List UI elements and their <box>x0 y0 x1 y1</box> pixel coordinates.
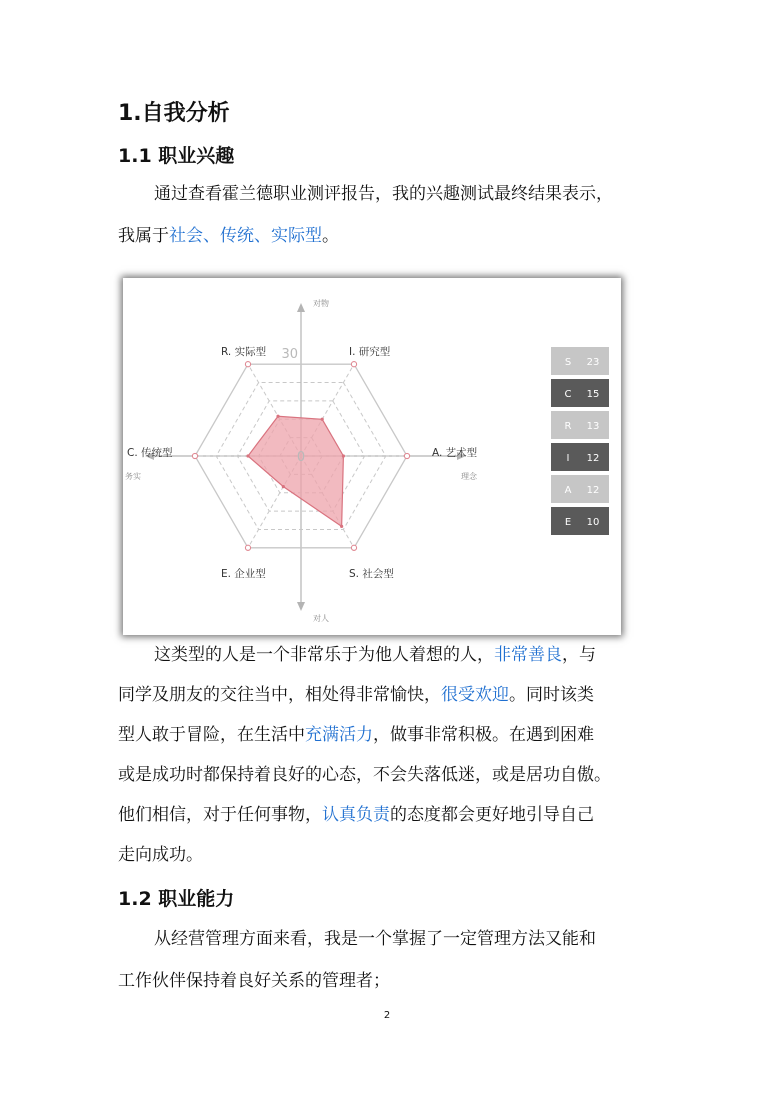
desc-line-6: 走向成功。 <box>118 845 203 865</box>
vertex-marker-a <box>404 453 409 458</box>
arrow-up-icon <box>297 303 305 312</box>
category-label-e: E. 企业型 <box>221 568 266 580</box>
holland-radar-figure <box>123 278 621 635</box>
data-point-e <box>282 485 285 488</box>
text-segment: 。同时该类 <box>509 685 594 705</box>
arrow-down-icon <box>297 602 305 611</box>
category-label-a: A. 艺术型 <box>432 447 478 459</box>
text-segment: ，做事非常积极。在遇到困难 <box>373 725 594 745</box>
category-label-r: R. 实际型 <box>221 346 267 358</box>
data-point-a <box>342 454 345 457</box>
ranking-letter: C <box>564 389 572 400</box>
scale-label-max: 30 <box>281 347 298 362</box>
page-number: 2 <box>383 1010 391 1021</box>
ranking-letter: R <box>564 421 572 432</box>
category-label-c: C. 传统型 <box>127 447 173 459</box>
ranking-letter: I <box>566 453 570 464</box>
axis-label-right: 理念 <box>461 472 477 481</box>
ranking-row-c <box>551 379 609 407</box>
heading-career-interest: 1.1 职业兴趣 <box>118 145 235 167</box>
vertex-marker-r <box>245 362 250 367</box>
text-segment: 的态度都会更好地引导自己 <box>390 805 594 825</box>
ranking-row-e <box>551 507 609 535</box>
ability-line-1: 从经营管理方面来看，我是一个掌握了一定管理方法又能和 <box>154 929 596 949</box>
ranking-score: 12 <box>586 453 600 464</box>
ranking-score: 15 <box>586 389 600 400</box>
ranking-score: 23 <box>586 357 600 368</box>
text-segment: 我属于 <box>118 226 169 246</box>
vertex-marker-e <box>245 545 250 550</box>
text-segment: 他们相信，对于任何事物， <box>118 805 322 825</box>
text-segment: 同学及朋友的交往当中，相处得非常愉快， <box>118 685 441 705</box>
highlight-kind: 非常善良 <box>494 645 562 665</box>
desc-line-2 <box>118 681 594 709</box>
vertex-marker-i <box>351 362 356 367</box>
heading-self-analysis: 1.自我分析 <box>118 101 230 126</box>
radar-chart <box>123 278 621 635</box>
ranking-letter: S <box>564 357 572 368</box>
desc-line-4: 或是成功时都保持着良好的心态，不会失落低迷，或是居功自傲。 <box>118 765 611 785</box>
data-point-c <box>246 454 249 457</box>
desc-line-5 <box>118 801 594 829</box>
axis-label-left: 务实 <box>125 472 141 481</box>
data-point-s <box>340 525 343 528</box>
scale-label-zero: 0 <box>296 450 306 465</box>
category-label-i: I. 研究型 <box>349 346 391 358</box>
ranking-score: 12 <box>586 485 600 496</box>
ranking-letter: E <box>564 517 572 528</box>
highlight-responsible: 认真负责 <box>322 805 390 825</box>
text-segment: 。 <box>322 226 339 246</box>
data-point-i <box>321 418 324 421</box>
ranking-score: 10 <box>586 517 600 528</box>
highlight-energetic: 充满活力 <box>305 725 373 745</box>
axis-label-bottom: 对人 <box>313 614 329 623</box>
intro-line-1: 通过查看霍兰德职业测评报告，我的兴趣测试最终结果表示， <box>154 184 613 204</box>
vertex-marker-c <box>192 453 197 458</box>
ranking-row-a <box>551 475 609 503</box>
intro-line-2 <box>118 222 339 250</box>
text-segment: 型人敢于冒险，在生活中 <box>118 725 305 745</box>
axis-label-top: 对物 <box>313 299 329 308</box>
data-area <box>248 416 343 526</box>
ranking-row-s <box>551 347 609 375</box>
vertex-marker-s <box>351 545 356 550</box>
desc-line-3 <box>118 721 594 749</box>
ranking-letter: A <box>564 485 572 496</box>
ranking-row-i <box>551 443 609 471</box>
ranking-score: 13 <box>586 421 600 432</box>
data-point-r <box>276 415 279 418</box>
ability-line-2: 工作伙伴保持着良好关系的管理者； <box>118 971 390 991</box>
text-segment: 这类型的人是一个非常乐于为他人着想的人， <box>154 645 494 665</box>
highlight-types: 社会、传统、实际型 <box>169 226 322 246</box>
text-segment: ，与 <box>562 645 596 665</box>
category-label-s: S. 社会型 <box>349 568 394 580</box>
desc-line-1 <box>154 641 596 669</box>
heading-career-ability: 1.2 职业能力 <box>118 888 235 910</box>
ranking-row-r <box>551 411 609 439</box>
highlight-popular: 很受欢迎 <box>441 685 509 705</box>
